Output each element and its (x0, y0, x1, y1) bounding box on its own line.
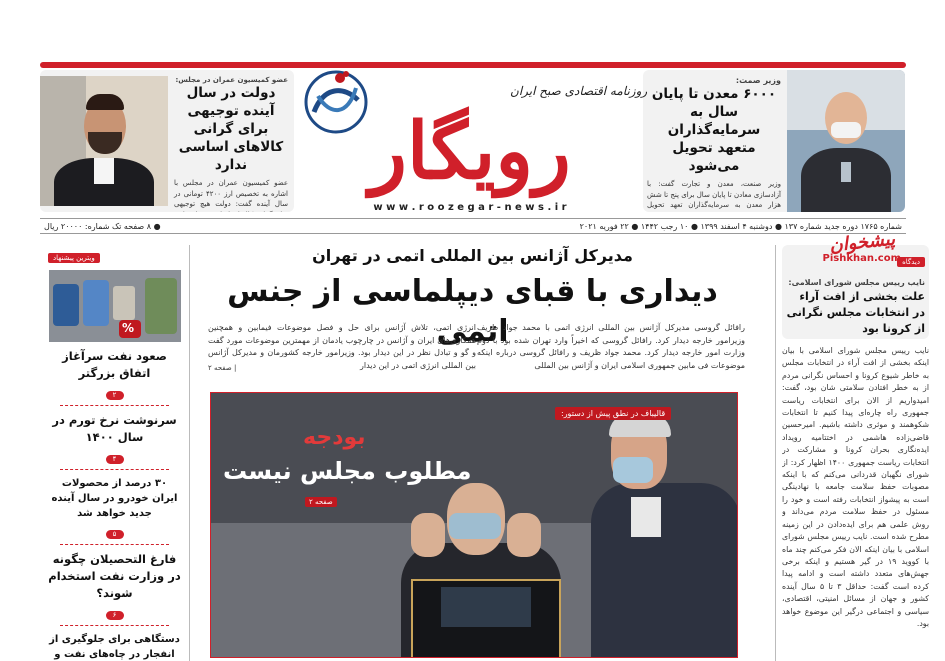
masthead-url[interactable]: w w w . r o o z e g a r - n e w s . i r (373, 202, 567, 213)
left-item-3-headline[interactable]: ۳۰ درصد از محصولات ایران خودرو در سال آینده جدید خواهد شد (51, 478, 178, 519)
left-item-1-headline[interactable]: صعود نفت سرآغاز اتفاق بزرگتر (62, 349, 167, 380)
lead-page-ref[interactable]: | صفحه ۲ (208, 364, 237, 372)
price-info: ● ۸ صفحه تک شماره: ۲۰۰۰۰ ریال (44, 221, 161, 231)
top-right-headline[interactable]: ۶۰۰۰ معدن تا پایان سال به سرمایه‌گذاران متعهد تحویل می‌شود (651, 86, 777, 174)
dateline-bar (40, 218, 906, 234)
right-column-body: نایب رییس مجلس شورای اسلامی با بیان اینکه بخشی از افت آراء در انتخابات مجلس به خاطر شیوع کرونا و احساس نگرانی مردم از به خطر افتادن سلامتی شان بود، گفت: امیدواریم از الان برای انتخابات ریاست جمهوری راه چاره‌ای پیدا کنیم تا انتخابات شکوهمند و موثری داشته باشیم. امیرحسین قاضی‌زاده هاشمی در اختتامیه رویداد ایده‌نگاری بحران کرونا و مشارکت در انتخابات ریاست جمهوری ۱۴۰۰ اظهار کرد: از شورای نگهبان قدردانی می‌کنم که با اینکه مصوبات حفظ سلامت جامعه با نهادینگی است به پیشواز انتخابات رفته است و خود را مسئول در حفظ سلامت مردم می‌داند و روش علمی هم برای ایده‌دادن در این زمینه مطرح شده است. نایب رییس مجلس شورای اسلامی با بیان اینکه الان فکر می‌کنم چند ماه با کووید ۱۹ در گیر هستیم و اینکه برخی جهش‌های متعدد داشته است و ادامه پیدا کرده است گفت: حداقل ۳ تا ۵ سال آینده کشور و جهان از مسائل امنیتی، اقتصادی، سیاسی و اجتماعی درگیر این موضوع خواهد بود. (782, 346, 929, 628)
top-red-bar (40, 62, 906, 68)
left-item-5-headline[interactable]: دستگاهی برای جلوگیری از انفجار در چاه‌های نفت و (49, 634, 180, 660)
left-column (40, 245, 190, 661)
photo-kicker: قالیباف در نطق پیش از دستور: (555, 407, 671, 420)
left-item-2[interactable] (48, 412, 181, 470)
left-item-2-page[interactable]: ۴ (106, 455, 124, 464)
lead-left-column: انرژی اتمی، تلاش آژانس برای حل و فصل موضوعات فیمابین و همچنین همکاری‌های ایران و آژانس در چارچوب یادمان از مهمترین موضوعات مورد گفت و گو و تبادل نظر در این دیدار بود. وزیرامور خارجه کشورمان و مدیرکل آژانس بین المللی انرژی اتمی در این دیدار (208, 323, 476, 370)
right-column (775, 245, 935, 661)
masthead-ornament (300, 66, 372, 138)
section-tag-showcase[interactable]: ویترین پیشنهاد (48, 253, 100, 263)
left-item-5[interactable] (48, 632, 181, 661)
center-supertitle: مدیرکل آژانس بین المللی اتمی در تهران (312, 246, 633, 265)
watermark-latin: Pishkhan.com (822, 253, 901, 264)
top-right-lead: وزیر صنعت، معدن و تجارت گفت: با آزادسازی معادن تا پایان سال برای پنج تا شش هزار معدن به سرمایه‌گذاران تعهد تحویل (647, 180, 781, 209)
top-left-lead: عضو کمیسیون عمران در مجلس با اشاره به تخصیص ارز ۴۲۰۰ تومانی در سال آینده گفت: دولت هیچ توجیهی (174, 179, 288, 208)
masthead-logo[interactable]: رویگار (369, 106, 571, 197)
right-column-headline[interactable]: علت بخشی از افت آراء در انتخابات مجلس نگرانی از کرونا بود (786, 290, 925, 335)
top-left-kicker: عضو کمیسیون عمران در مجلس: (175, 76, 288, 84)
right-column-kicker: نایب رییس مجلس شورای اسلامی: (788, 278, 925, 287)
center-main-headline[interactable]: دیداری با قبای دیپلماسی از جنس اتمی (227, 274, 718, 349)
photo-headline-1[interactable]: بودجه (303, 425, 366, 450)
lead-right-column: رافائل گروسی مدیرکل آژانس بین المللی انرژی اتمی با محمد جواد ظریف وزیرامور خارجه دیدار کرد. رافائل گروسی که اخیراً وارد تهران شده بود با دوم وزارت امور خارجه دیدار کرد. محمد جواد ظریف و رافائل گروسی درباره اینکه موضوعات فی مابین جمهوری اسلامی ایران و آژانس بین المللی (477, 323, 745, 370)
section-tag-viewpoint[interactable]: دیدگاه (897, 257, 925, 267)
main-photo[interactable] (210, 392, 738, 658)
photo-page-ref[interactable]: صفحه ۲ (305, 497, 337, 507)
pishkhan-watermark (822, 228, 901, 264)
official-photo (40, 76, 168, 206)
watermark-persian: پیشخوان (828, 228, 896, 257)
separator (60, 544, 169, 545)
left-item-3-page[interactable]: ۵ (106, 530, 124, 539)
left-item-2-headline[interactable]: سرنوشت نرخ تورم در سال ۱۴۰۰ (52, 413, 177, 444)
separator (60, 469, 169, 470)
minister-photo (787, 70, 905, 212)
separator (60, 625, 169, 626)
calligraphy-ornament-icon (300, 66, 372, 138)
left-item-4-page[interactable]: ۶ (106, 611, 124, 620)
top-right-news-box[interactable] (643, 70, 905, 212)
top-left-news-box[interactable] (40, 70, 294, 212)
left-item-1-page[interactable]: ۲ (106, 391, 124, 400)
masthead-tagline: روزنامه اقتصادی صبح ایران (510, 84, 648, 98)
issue-info: شماره ۱۷۶۵ دوره جدید شماره ۱۳۷ ● دوشنبه ۴ اسفند ۱۳۹۹ ● ۱۰ رجب ۱۴۴۲ ● ۲۲ فوریه ۲۰۲۱ (579, 221, 902, 231)
left-item-3[interactable] (48, 476, 181, 545)
photo-headline-2[interactable]: مطلوب مجلس نیست (223, 457, 472, 485)
left-item-1[interactable] (48, 348, 181, 406)
oil-barrels-photo: % (49, 270, 181, 342)
standing-man (571, 413, 738, 658)
top-right-kicker: وزیر صمت: (735, 76, 781, 85)
left-item-4-headline[interactable]: فارغ التحصیلان چگونه در وزارت نفت استخدام شوند؟ (48, 552, 181, 600)
top-left-headline[interactable]: دولت در سال آینده توجیهی برای گرانی کالاهای اساسی ندارد (178, 85, 284, 173)
separator (60, 405, 169, 406)
left-item-4[interactable] (48, 551, 181, 626)
